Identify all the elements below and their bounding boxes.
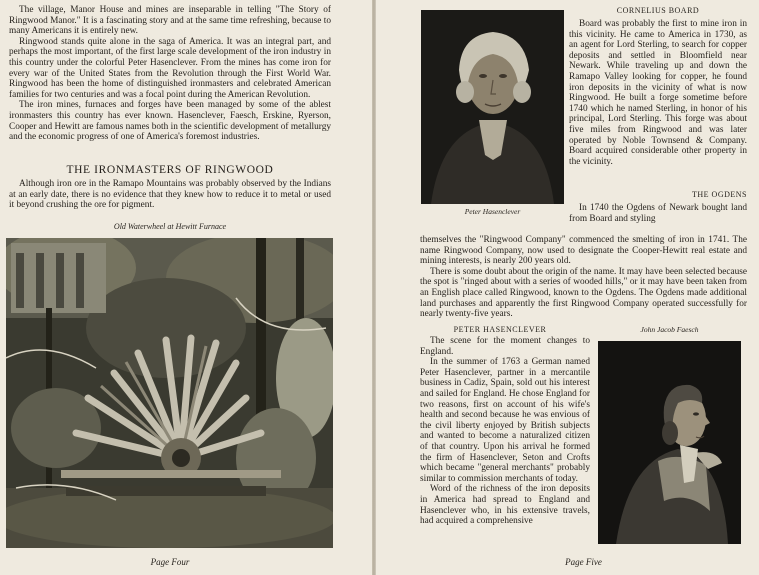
faesch-caption: John Jacob Faesch	[640, 325, 699, 334]
ogdens-text-continued	[420, 235, 747, 320]
board-text	[569, 19, 747, 167]
ogdens-text-start	[569, 203, 747, 224]
peter-text	[420, 336, 590, 527]
peter-paragraph-3: Word of the richness of the iron deposits in America had spread to England and Hasenclever who, in his extensive travels, had acquired a comprehensive	[420, 484, 590, 527]
ogdens-paragraph-start: In 1740 the Ogdens of Newark bought land from Board and styling	[569, 203, 747, 224]
hasenclever-portrait	[421, 10, 564, 204]
waterwheel-photo	[6, 238, 333, 548]
page-four	[0, 0, 372, 575]
intro-paragraph-1: The village, Manor House and mines are inseparable in telling "The Story of Ringwood Manor." It is a fascinating story and at the same time refreshing, because to many Americans it is entirely new.	[9, 5, 331, 37]
intro-paragraph-2: Ringwood stands quite alone in the saga of America. It was an integral part, and perhaps the most important, of the first large scale development of the iron industry in this country under the colorful Peter Hasenclever. From the mines has come iron for every war of the United States from the Revolution through the First World War. Ringwood has been the home of distinguished ironmasters and celebrated American families for two centuries and was a focal point during the American Revolution.	[9, 36, 331, 100]
section-paragraph: Although iron ore in the Ramapo Mountains was probably observed by the Indians at an early date, there is no evidence that they knew how to reduce it to metal or used it beyond crushing the ore for pigment.	[9, 179, 331, 211]
ogdens-paragraph-rest: themselves the "Ringwood Company" commenced the smelting of iron in 1741. The name Ringwood Company, now used to designate the Cooper-Hewitt real estate and mining interests, is nearly 200 years old.	[420, 235, 747, 267]
faesch-portrait	[598, 341, 741, 544]
board-heading: CORNELIUS BOARD	[616, 6, 700, 15]
page-number-five: Page Five	[565, 557, 602, 567]
intro-paragraph-3: The iron mines, furnaces and forges have been managed by some of the ablest ironmasters this country has ever known. Hasenclever, Faesch, Erskine, Ryerson, Cooper and Hewitt are famous names both in the scientific development of metallurgy and the economic progress of one of America's foremost industries.	[9, 100, 331, 143]
peter-paragraph-2: In the summer of 1763 a German named Peter Hasenclever, partner in a mercantile business in Cadiz, Spain, sold out his interest and sailed for England. He chose England for two reasons, first on account of his wife's health and second because he was envious of the civil liberty enjoyed by British subjects and wanted to become a naturalized citizen of that country. Upon his arrival he formed the firm of Hasenclever, Seton and Crofts which became "general merchants" probably similar to commission merchants of today.	[420, 357, 590, 484]
section-heading: THE IRONMASTERS OF RINGWOOD	[66, 164, 274, 176]
peter-heading: PETER HASENCLEVER	[453, 325, 547, 334]
ogdens-paragraph-2: There is some doubt about the origin of the name. It may have been selected because the spot is "ringed about with a series of wooded hills," or it may have been taken from an English place called Ringwood, known to the Ogdens. The Ogdens made additional land purchases and apparently the first Ringwood Company operated successfully for nearly twenty-five years.	[420, 266, 747, 320]
ogdens-heading: THE OGDENS	[692, 190, 747, 199]
intro-text	[9, 5, 331, 143]
section-text	[9, 179, 331, 211]
hasenclever-caption: Peter Hasenclever	[464, 207, 521, 216]
board-paragraph: Board was probably the first to mine iron in this vicinity. He came to America in 1730, as an agent for Lord Sterling, to search for copper deposits and settled in Bloomfield near Newark. While traveling up and down the Ramapo Valley looking for copper, he found iron deposits in the vicinity of what is now Ringwood. He built a forge sometime before 1740 which he named Sterling, in honor of his principal, Lord Sterling. This forge was about five miles from Ringwood and was later operated by Noble Townsend & Company. Board acquired considerable other property in the vicinity.	[569, 19, 747, 167]
page-five	[376, 0, 759, 575]
page-number-four: Page Four	[150, 557, 190, 567]
waterwheel-caption: Old Waterwheel at Hewitt Furnace	[113, 222, 227, 231]
peter-paragraph-1: The scene for the moment changes to England.	[420, 336, 590, 357]
